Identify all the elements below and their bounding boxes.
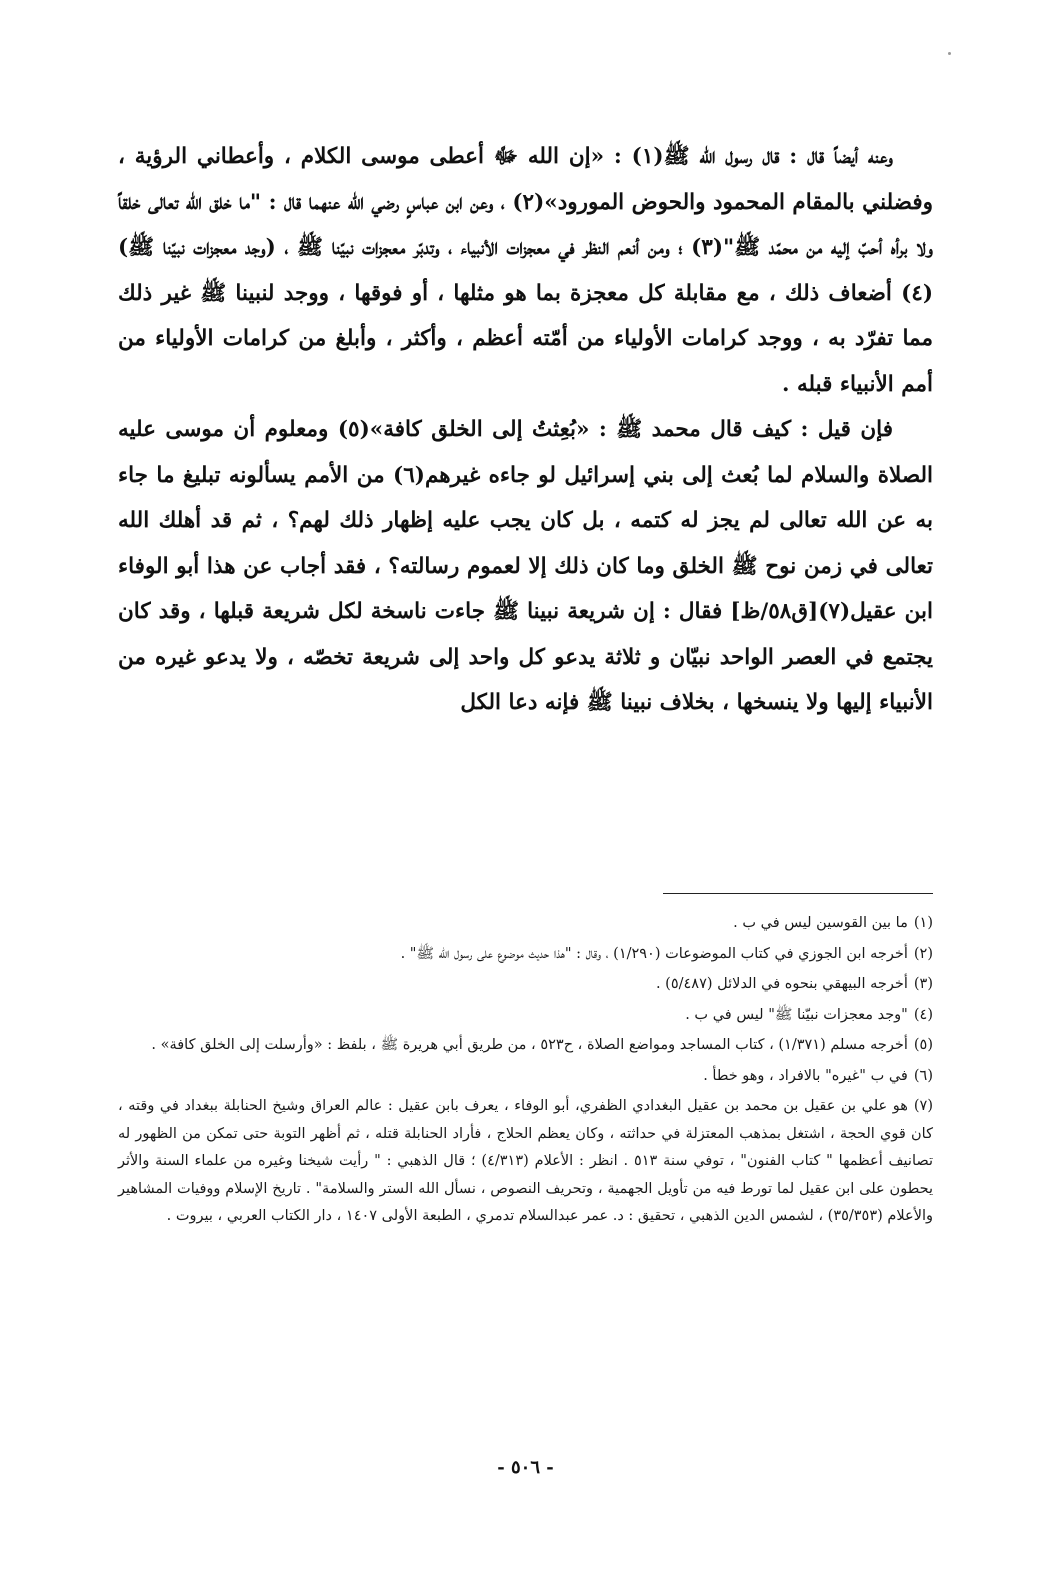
footnote-text: ما بين القوسين ليس في ب . (733, 915, 908, 931)
main-body-text (118, 134, 933, 726)
footnote-text: في ب "غيره" بالافراد ، وهو خطأ . (703, 1067, 908, 1084)
footnote-text: هو علي بن عقيل بن محمد بن عقيل البغدادي الظفري، أبو الوفاء ، يعرف بابن عقيل : عالم العراق وشيخ الحنابلة ببغداد في وقته ، كان قوي الحجة ، اشتغل بمذهب المعتزلة في حداثته ، وكان يعظم الحلاج ، فأراد الحنابلة قتله ، ثم أظهر التوبة حتى تمكن من الظهور له تصانيف أعظمها " كتاب الفنون" ، توفي سنة ٥١٣ . انظر : الأعلام (٤/٣١٣) ؛ قال الذهبي : " رأيت شيخنا وغيره من علماء السنة والأثر يحطون على ابن عقيل لما تورط فيه من تأويل الجهمية ، وتحريف النصوص ، نسأل الله الستر والسلامة" . تاريخ الإسلام ووفيات المشاهير والأعلام (٣٥/٣٥٣) ، لشمس الدين الذهبي ، تحقيق : د. عمر عبدالسلام تدمري ، الطبعة الأولى ١٤٠٧ ، دار الكتاب العربي ، بيروت . (118, 1098, 933, 1224)
footnote-number: (٣) (913, 976, 933, 992)
body-paragraph-2: فإن قيل : كيف قال محمد ﷺ : «بُعِثتُ إلى الخلق كافة»(٥) ومعلوم أن موسى عليه الصلاة والسلام لما بُعث إلى بني إسرائيل لو جاءه غيرهم(٦) من الأمم يسألونه تبليغ ما جاء به عن الله تعالى لم يجز له كتمه ، بل كان يجب عليه إظهار ذلك لهم؟ ، ثم قد أهلك الله تعالى في زمن نوح ﷺ الخلق وما كان ذلك إلا لعموم رسالته؟ ، فقد أجاب عن هذا أبو الوفاء ابن عقيل(٧)[ق٥٨/ظ] فقال : إن شريعة نبينا ﷺ جاءت ناسخة لكل شريعة قبلها ، وقد كان يجتمع في العصر الواحد نبيّان و ثلاثة يدعو كل واحد إلى شريعة تخصّه ، ولا يدعو غيره من الأنبياء إليها ولا ينسخها ، بخلاف نبينا ﷺ فإنه دعا الكل (118, 417, 933, 715)
footnote-4 (118, 1002, 933, 1030)
footnote-text: "وجد معجزات نبيّنا ﷺ" ليس في ب . (685, 1006, 908, 1023)
footnote-3 (118, 971, 933, 999)
footnote-number: (٥) (913, 1037, 933, 1053)
page-number: - ٥٠٦ - (497, 1457, 554, 1478)
footnote-text: أخرجه مسلم (١/٣٧١) ، كتاب المساجد ومواضع الصلاة ، ح٥٢٣ ، من طريق أبي هريرة ﷺ ، بلفظ : «وأرسلت إلى الخلق كافة» . (151, 1037, 908, 1053)
footnote-text: أخرجه ابن الجوزي في كتاب الموضوعات (١/٢٩٠) ، وقال : "هذا حديث موضوع على رسول الله ﷺ" . (400, 945, 908, 962)
footnote-separator (663, 893, 933, 894)
footnote-number: (٦) (913, 1067, 933, 1084)
footnote-number: (٢) (913, 945, 933, 962)
footnote-7 (118, 1093, 933, 1231)
footnote-1 (118, 910, 933, 938)
scan-speck (948, 52, 951, 55)
document-page (118, 0, 933, 1581)
footnote-number: (١) (913, 915, 933, 931)
footnote-number: (٤) (913, 1006, 933, 1023)
footnote-text: أخرجه البيهقي بنحوه في الدلائل (٥/٤٨٧) . (655, 976, 908, 992)
footnotes-section (118, 910, 933, 1234)
footnote-6 (118, 1063, 933, 1091)
footnote-5 (118, 1032, 933, 1060)
body-paragraph-1: وعنه أيضاً قال : قال رسول الله ﷺ(١) : «إن الله ﷻ أعطى موسى الكلام ، وأعطاني الرؤية ، وفضلني بالمقام المحمود والحوض المورود»(٢) ، وعن ابن عباسٍ رضي الله عنهما قال : "ما خلق الله تعالى خلقاً ولا برأه أحبّ إليه من محمّد ﷺ"(٣) ؛ ومن أنعم النظر في معجزات الأنبياء ، وتدبّر معجزات نبيّنا ﷺ ، (وجد معجزات نبيّنا ﷺ)(٤) أضعاف ذلك ، مع مقابلة كل معجزة بما هو مثلها ، أو فوقها ، ووجد لنبينا ﷺ غير ذلك مما تفرّد به ، ووجد كرامات الأولياء من أمّته أعظم ، وأكثر ، وأبلغ من كرامات الأولياء من أمم الأنبياء قبله . (118, 144, 933, 397)
footnote-number: (٧) (913, 1098, 933, 1114)
footnote-2 (118, 941, 933, 969)
